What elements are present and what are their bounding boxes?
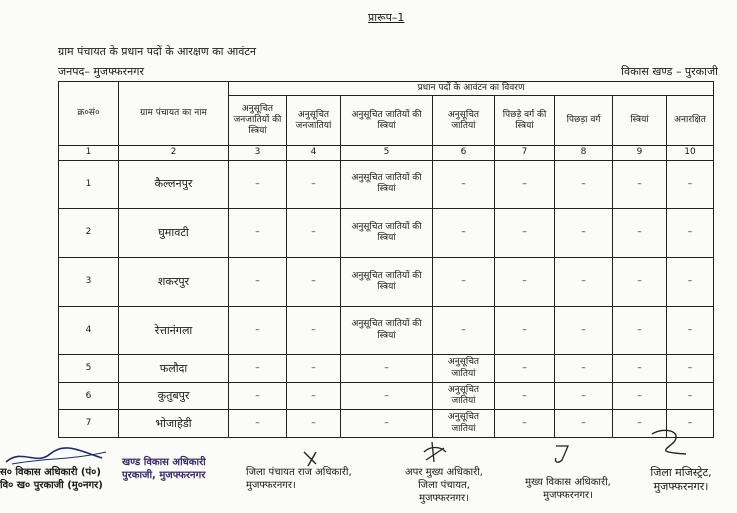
allocation-cell: – (667, 306, 714, 355)
allocation-cell: – (229, 257, 287, 306)
allocation-cell: – (495, 160, 555, 209)
header-category: अनुसूचित जनजातियां (287, 96, 341, 146)
allocation-cell: – (433, 306, 495, 355)
allocation-cell: – (613, 209, 667, 258)
signature-scribble-icon (2, 444, 112, 468)
village-name-cell: भोजाहेडी (119, 410, 229, 438)
village-name-cell: रेत्तानंगला (119, 306, 229, 355)
table-row (59, 306, 714, 355)
allocation-cell: – (555, 209, 613, 258)
allocation-cell: – (667, 160, 714, 209)
allocation-cell: – (667, 257, 714, 306)
allocation-cell: – (555, 410, 613, 438)
column-number: 3 (229, 146, 287, 160)
column-number: 4 (287, 146, 341, 160)
table-row (59, 382, 714, 410)
signature-block-district-panchayat-officer (246, 466, 352, 492)
allocation-cell: – (555, 382, 613, 410)
allocation-cell: – (667, 209, 714, 258)
header-category: पिछड़ा वर्ग (555, 96, 613, 146)
table-row (59, 160, 714, 209)
allocation-cell: – (433, 209, 495, 258)
allocation-cell: अनुसूचित जातियां (433, 355, 495, 383)
header-category: अनारक्षित (667, 96, 714, 146)
signature-scribble-icon (646, 428, 696, 458)
village-name-cell: कैल्लनपुर (119, 160, 229, 209)
header-group: प्रधान पदों के आवंटन का विवरण (229, 82, 714, 96)
village-name-cell: शकरपुर (119, 257, 229, 306)
table-row (59, 257, 714, 306)
signature-line: जिला मजिस्ट्रेट, (650, 466, 712, 479)
block-label: विकास खण्ड – पुरकाजी (621, 65, 718, 78)
column-number-row (59, 146, 714, 160)
signature-line: जिला पंचायत राज अधिकारी, (246, 467, 352, 478)
serial-number-cell: 2 (59, 209, 119, 258)
village-name-cell: फलौदा (119, 355, 229, 383)
signature-block-chief-development-officer (512, 476, 624, 502)
header-village: ग्राम पंचायत का नाम (119, 82, 229, 146)
header-category: स्त्रियां (613, 96, 667, 146)
allocation-cell: – (287, 382, 341, 410)
allocation-cell: – (229, 410, 287, 438)
signature-line: वि० ख० पुरकाजी (मु०नगर) (0, 480, 103, 491)
allocation-cell: – (229, 355, 287, 383)
allocation-cell: – (495, 355, 555, 383)
allocation-cell: – (341, 382, 433, 410)
allocation-cell: – (495, 209, 555, 258)
allocation-cell: – (229, 209, 287, 258)
allocation-cell: – (433, 160, 495, 209)
allocation-cell: – (287, 160, 341, 209)
allocation-cell: – (613, 382, 667, 410)
signature-line: मुजफ्फरनगर। (246, 480, 296, 491)
signature-block-additional-chief-officer (384, 466, 504, 505)
column-number: 9 (613, 146, 667, 160)
allocation-cell: – (433, 257, 495, 306)
column-number: 5 (341, 146, 433, 160)
column-number: 2 (119, 146, 229, 160)
header-category: अनुसूचित जातियां (433, 96, 495, 146)
serial-number-cell: 6 (59, 382, 119, 410)
allocation-cell: – (613, 257, 667, 306)
table-row (59, 209, 714, 258)
allocation-cell: – (229, 306, 287, 355)
allocation-cell: – (613, 306, 667, 355)
allocation-cell: – (287, 209, 341, 258)
allocation-cell: – (667, 410, 714, 438)
serial-number-cell: 7 (59, 410, 119, 438)
header-category: अनुसूचित जातियों की स्त्रियां (341, 96, 433, 146)
serial-number-cell: 4 (59, 306, 119, 355)
allocation-cell: अनुसूचित जातियों की स्त्रियां (341, 160, 433, 209)
allocation-cell: – (287, 355, 341, 383)
signature-line: मुजफ्फरनगर। (653, 480, 709, 494)
allocation-cell: – (495, 410, 555, 438)
allocation-cell: – (495, 257, 555, 306)
district-label: जनपद– मुजफ्फरनगर (58, 65, 144, 78)
allocation-cell: – (341, 410, 433, 438)
allocation-cell: – (555, 355, 613, 383)
allocation-cell: – (287, 257, 341, 306)
signature-line: मुजफ्फरनगर। (419, 493, 469, 504)
signature-line: जिला पंचायत, (418, 480, 470, 491)
serial-number-cell: 1 (59, 160, 119, 209)
stamp-line: खण्ड विकास अधिकारी (122, 457, 206, 468)
serial-number-cell: 5 (59, 355, 119, 383)
signature-line: स० विकास अधिकारी (पं०) (0, 467, 101, 478)
signature-line: मुजफ्फरनगर। (543, 490, 593, 501)
header-category: पिछड़े वर्ग की स्त्रियां (495, 96, 555, 146)
allocation-cell: – (229, 382, 287, 410)
document-title: ग्राम पंचायत के प्रधान पदों के आरक्षण का आवंटन (58, 45, 257, 58)
signature-scribble-icon (300, 448, 330, 468)
column-number: 6 (433, 146, 495, 160)
allocation-cell: – (229, 160, 287, 209)
allocation-cell: अनुसूचित जातियां (433, 410, 495, 438)
signature-scribble-icon (420, 440, 450, 466)
allocation-cell: – (613, 355, 667, 383)
reservation-table (58, 81, 714, 438)
allocation-cell: – (613, 160, 667, 209)
allocation-cell: अनुसूचित जातियों की स्त्रियां (341, 209, 433, 258)
table-row (59, 355, 714, 383)
village-name-cell: घुमावटी (119, 209, 229, 258)
serial-number-cell: 3 (59, 257, 119, 306)
allocation-cell: अनुसूचित जातियों की स्त्रियां (341, 306, 433, 355)
allocation-cell: – (495, 306, 555, 355)
column-number: 7 (495, 146, 555, 160)
column-number: 8 (555, 146, 613, 160)
allocation-cell: – (287, 410, 341, 438)
allocation-cell: अनुसूचित जातियों की स्त्रियां (341, 257, 433, 306)
allocation-cell: – (555, 306, 613, 355)
allocation-cell: – (495, 382, 555, 410)
signature-block-assistant-officer (0, 466, 103, 492)
allocation-cell: – (341, 355, 433, 383)
header-category: अनुसूचित जनजातियों की स्त्रियां (229, 96, 287, 146)
allocation-cell: अनुसूचित जातियां (433, 382, 495, 410)
official-stamp (122, 456, 206, 482)
allocation-cell: – (555, 160, 613, 209)
signature-line: मुख्य विकास अधिकारी, (525, 477, 611, 488)
header-serial: क्र०सं० (59, 82, 119, 146)
allocation-cell: – (613, 410, 667, 438)
allocation-cell: – (667, 355, 714, 383)
allocation-cell: – (555, 257, 613, 306)
stamp-line: पुरकाजी, मुजफ्फरनगर (122, 470, 206, 481)
village-name-cell: कुतुबपुर (119, 382, 229, 410)
column-number: 1 (59, 146, 119, 160)
allocation-cell: – (667, 382, 714, 410)
allocation-cell: – (287, 306, 341, 355)
form-label: प्रारूप–1 (368, 11, 405, 24)
column-number: 10 (667, 146, 714, 160)
signature-block-district-magistrate (628, 466, 734, 495)
signature-line: अपर मुख्य अधिकारी, (405, 467, 483, 478)
signature-scribble-icon (550, 442, 576, 468)
table-row (59, 410, 714, 438)
